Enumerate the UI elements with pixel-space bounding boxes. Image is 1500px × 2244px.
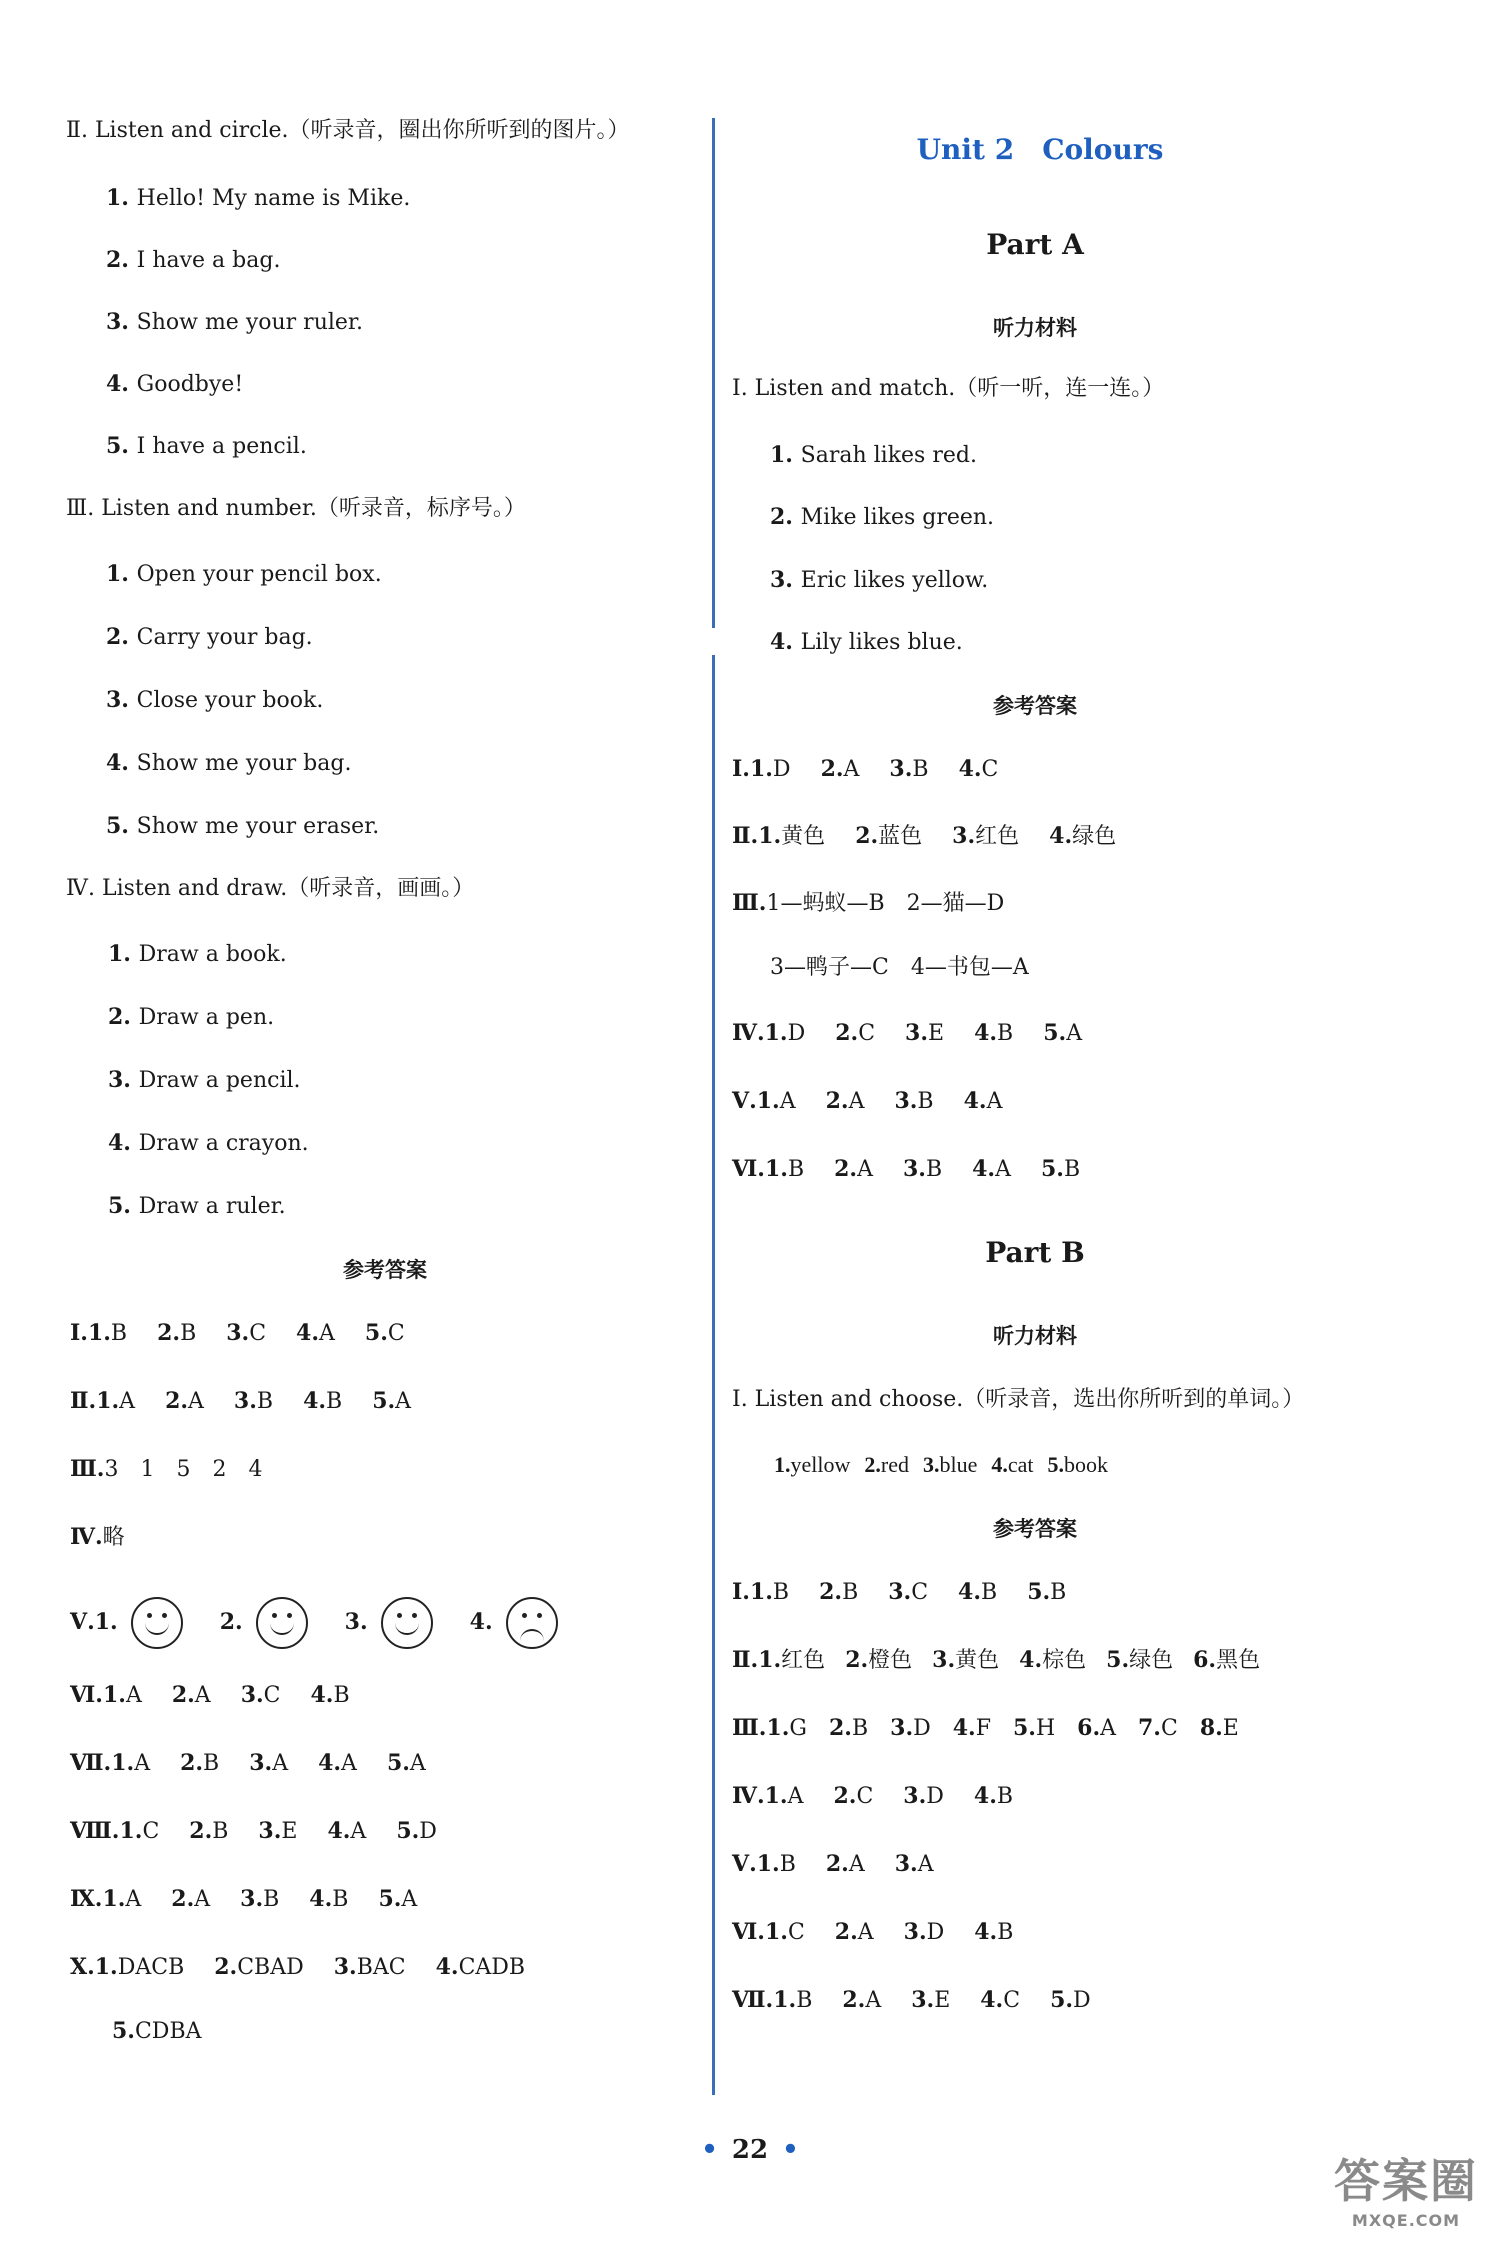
section-title: Ⅰ. Listen and choose.（听录音，选出你所听到的单词。）: [732, 1387, 1305, 1412]
answer-row: Ⅵ.1.C 2.A 3.D 4.B: [732, 1919, 1014, 1945]
smile-face-icon: [381, 1597, 433, 1649]
answer-row: Ⅶ.1.B 2.A 3.E 4.C 5.D: [732, 1987, 1091, 2013]
list-item: 3. Draw a pencil.: [108, 1067, 301, 1093]
list-item: 5. Draw a ruler.: [108, 1193, 286, 1219]
list-item: 1. Hello! My name is Mike.: [106, 185, 411, 211]
listening-heading: 听力材料: [993, 315, 1077, 340]
page-number: • 22 •: [701, 2135, 799, 2165]
answer-row: Ⅴ.1. 2. 3. 4.: [70, 1596, 558, 1649]
answer-row: Ⅵ.1.B 2.A 3.B 4.A 5.B: [732, 1156, 1081, 1182]
list-item: 4. Draw a crayon.: [108, 1130, 309, 1156]
section-title: Ⅱ. Listen and circle.（听录音，圈出你所听到的图片。）: [66, 118, 630, 143]
part-title: Part A: [986, 228, 1084, 261]
answer-row: Ⅳ.1.D 2.C 3.E 4.B 5.A: [732, 1020, 1083, 1046]
answer-row: Ⅰ.1.D 2.A 3.B 4.C: [732, 756, 999, 782]
listening-heading: 听力材料: [993, 1323, 1077, 1348]
answers-heading: 参考答案: [993, 1516, 1077, 1541]
list-item: 4. Lily likes blue.: [770, 629, 963, 655]
section-title: Ⅳ. Listen and draw.（听录音，画画。）: [66, 876, 475, 901]
answer-row: 3—鸭子—C 4—书包—A: [770, 955, 1029, 980]
answer-row: Ⅲ.1.G 2.B 3.D 4.F 5.H 6.A 7.C 8.E: [732, 1715, 1239, 1741]
answer-row: Ⅲ.1—蚂蚁—B 2—猫—D: [732, 890, 1005, 916]
list-item: 3. Close your book.: [106, 687, 324, 713]
answers-heading: 参考答案: [993, 693, 1077, 718]
section-title: Ⅰ. Listen and match.（听一听，连一连。）: [732, 376, 1165, 401]
list-item: 3. Show me your ruler.: [106, 309, 364, 335]
watermark-logo: 答案圈 MXQE.COM: [1334, 2154, 1478, 2230]
list-item: 2. Carry your bag.: [106, 624, 313, 650]
answer-row: Ⅹ.1.DACB 2.CBAD 3.BAC 4.CADB: [70, 1954, 526, 1980]
list-item: 2. Draw a pen.: [108, 1004, 275, 1030]
answer-row: Ⅵ.1.A 2.A 3.C 4.B: [70, 1682, 350, 1708]
frown-face-icon: [506, 1597, 558, 1649]
answer-row: Ⅰ.1.B 2.B 3.C 4.B 5.B: [732, 1579, 1067, 1605]
column-divider: [712, 655, 715, 2095]
list-item: 2. Mike likes green.: [770, 504, 995, 530]
list-item: 1. Sarah likes red.: [770, 442, 977, 468]
answer-row: Ⅴ.1.A 2.A 3.B 4.A: [732, 1088, 1003, 1114]
unit-title: Unit 2 Colours: [916, 133, 1164, 166]
answers-heading: 参考答案: [343, 1257, 427, 1282]
answer-row: Ⅳ.略: [70, 1524, 125, 1550]
answer-row: Ⅱ.1.A 2.A 3.B 4.B 5.A: [70, 1388, 412, 1414]
list-item: 4. Goodbye!: [106, 371, 244, 397]
list-item: 2. I have a bag.: [106, 247, 281, 273]
list-item: 5. I have a pencil.: [106, 433, 307, 459]
answer-row: Ⅷ.1.C 2.B 3.E 4.A 5.D: [70, 1818, 437, 1844]
list-item: 1. Draw a book.: [108, 941, 287, 967]
column-divider: [712, 118, 715, 628]
answer-row: Ⅳ.1.A 2.C 3.D 4.B: [732, 1783, 1014, 1809]
answer-row: Ⅱ.1.红色 2.橙色 3.黄色 4.棕色 5.绿色 6.黑色: [732, 1647, 1261, 1673]
answer-row: Ⅲ.3 1 5 2 4: [70, 1456, 263, 1482]
list-item: 4. Show me your bag.: [106, 750, 352, 776]
word-list: 1.yellow 2.red 3.blue 4.cat 5.book: [774, 1452, 1109, 1477]
answer-row: Ⅰ.1.B 2.B 3.C 4.A 5.C: [70, 1320, 405, 1346]
answer-row: 5.CDBA: [112, 2018, 202, 2044]
list-item: 5. Show me your eraser.: [106, 813, 380, 839]
answer-row: Ⅴ.1.B 2.A 3.A: [732, 1851, 934, 1877]
smile-face-icon: [256, 1597, 308, 1649]
section-title: Ⅲ. Listen and number.（听录音，标序号。）: [66, 496, 526, 521]
part-title: Part B: [985, 1236, 1085, 1269]
answer-row: Ⅶ.1.A 2.B 3.A 4.A 5.A: [70, 1750, 426, 1776]
list-item: 1. Open your pencil box.: [106, 561, 382, 587]
smile-face-icon: [131, 1597, 183, 1649]
answer-row: Ⅱ.1.黄色 2.蓝色 3.红色 4.绿色: [732, 823, 1117, 849]
list-item: 3. Eric likes yellow.: [770, 567, 989, 593]
answer-row: Ⅸ.1.A 2.A 3.B 4.B 5.A: [70, 1886, 418, 1912]
